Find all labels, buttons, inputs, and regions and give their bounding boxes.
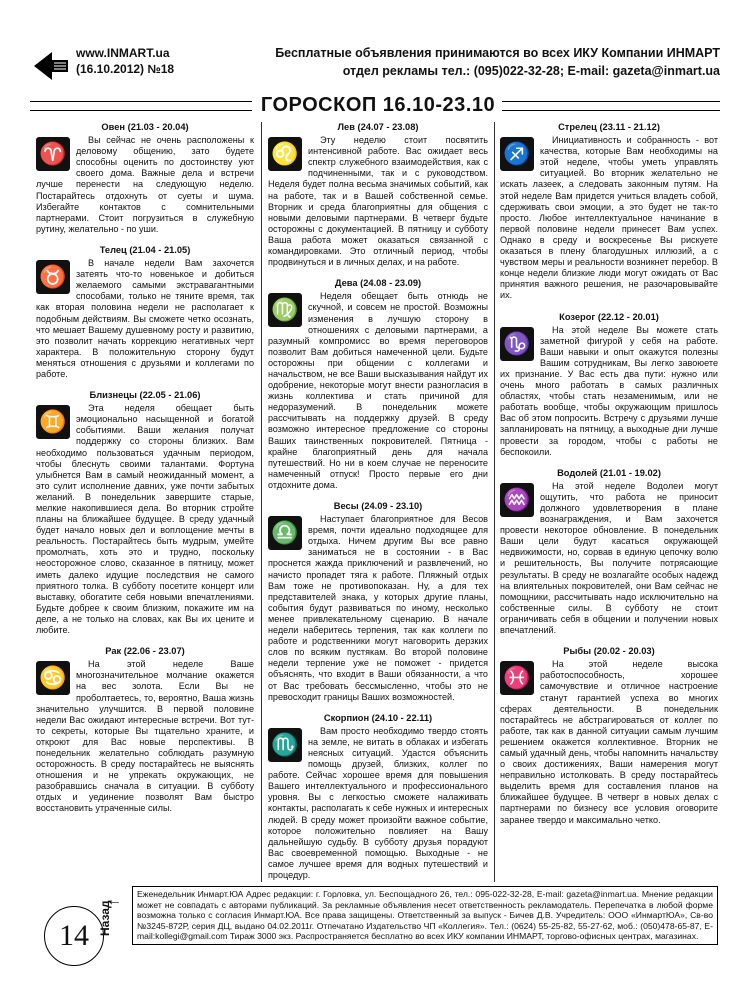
sign-text: На этой неделе высока работоспособность, хорошее самочувствие и отличное настроение станут гарантией успеха во многих сферах деятельности. В понедельник постарайтесь не абстрагироваться от коллег по работе, так как в данной ситуации самым лучшим решением окажется коллективное. Вторник не самый удачный день, чтобы напомнить начальству о своих достижениях, Ваши намерения могут неправильно истолковать. В среду постарайтесь выделить время для составления планов на ближайшее будущее. В четверг в новых делах с партнерами по бизнесу все условия оговорите заранее твердо и максимально четко.	[500, 659, 718, 825]
sign-virgo	[268, 278, 488, 491]
imprint-text: Еженедельник Инмарт.ЮА Адрес редакции: г. Горловка, ул. Беспощадного 26, тел.: 095-022-32-28, E-mail: gazeta@inmart.ua. Мнение редакции может не совпадать с авторами публикаций. За рекламные объявления несет ответственность рекламодатель. Перепечатка в любой форме возможна только с согласия Инмарт.ЮА. Все права защищены. Ответственный за выпуск - Бичев Д.В. Учредитель: ООО «ИнмартЮА», Св-во №3245-872Р, серия ДЦ, выдано 04.02.2011г. Отпечатано Издательство ЧП «Коллегия». Тел.: (0624) 55-25-82, 55-27-62, моб.: (050)478-65-87, E-mail:kollegi@gmail.com Тираж 3000 экз. Распространяется бесплатно во всех ИКУ компании ИНМАРТ, торгово-офисных центрах, магазинах.	[132, 886, 718, 945]
sign-scorpio	[268, 713, 488, 881]
sign-cancer	[36, 646, 254, 814]
page-number: 14	[44, 906, 104, 966]
title-rule-right	[502, 101, 720, 111]
back-link[interactable]: Назад	[98, 900, 112, 936]
sign-text: Инициативность и собранность - вот качества, которые Вам необходимы на этой неделе, чтобы уметь управлять ситуацией. Во вторник желательно не искать лазеек, а следовать законным путям. На этой неделе Вам придется учиться владеть собой, сдерживать свои эмоции, а это будет не так-то просто. Любое интеллектуальное начинание в первой половине недели принесет Вам успех. Однако в среду и воскресенье Вы рискуете оказаться в плену благодушных иллюзий, а с чувством меры и реальности возникнет перебор. В конце недели близкие люди могут ожидать от Вас принятия важного решения, не разочаровывайте их.	[500, 135, 718, 301]
sign-libra	[268, 501, 488, 703]
scales-icon: ♎	[268, 516, 302, 550]
sign-title: Весы (24.09 - 23.10)	[333, 501, 423, 511]
lion-icon: ♌	[268, 137, 302, 171]
sign-text: Вам просто необходимо твердо стоять на земле, не витать в облаках и избегать неясных ситуаций. Удастся объяснить помощь друзей, близких, коллег по работе. Сейчас хорошее время для повышения Вашего интеллектуального и профессионального уровня. Вы с легкостью сможете налаживать контакты, располагать к себе нужных и интересных людей. В среду может произойти важное событие, которое положительно повлияет на Вашу дальнейшую судьбу. В субботу друзья порадуют Вас своевременной помощью. Выходные - не самое лучшее время для водных путешествий и процедур.	[268, 725, 488, 880]
archer-icon: ♐	[500, 137, 534, 171]
header-tagline: Бесплатные объявления принимаются во всех ИКУ Компании ИНМАРТ	[275, 46, 720, 60]
arrow-left-icon	[30, 46, 70, 86]
sign-sagittarius	[500, 122, 718, 302]
sign-text: Эта неделя обещает быть эмоционально насыщенной и богатой событиями. Ваши желания получат поддержку со стороны близких. Вам необходимо пользоваться удачным периодом, чтобы блеснуть своими талантами. Фортуна улыбнется Вам в самый неожиданный момент, а это сулит исполнение давних, уже почти забытых желаний. В понедельник завершите старые, мелкие накопившиеся дела. Во вторник стройте планы на ближайшее будущее. В среду удачный будет начало новых дел и воплощение мечты в реальность. Постарайтесь быть мудрым, умейте промолчать, хоть это и трудно, поскольку неосторожное слово, сказанное в пятницу, может иметь далеко идущие последствия не самого приятного толка. В субботу посетите концерт или выставку, обогатите себя новыми впечатлениями. Будьте добрее к своим близким, покажите им на деле, а не только на словах, как Вы их цените и любите.	[36, 403, 254, 636]
sign-text: Вы сейчас не очень расположены к деловому общению, зато будете способны оценить по достоинству уют своего дома. Важные дела и встречи лучше перенести на следующую неделю. Постарайтесь отдохнуть от суеты и шума. Избегайте контактов с сомнительными партнерами. Стоит погрузиться в служебную рутину, желательно - по уши.	[36, 135, 254, 234]
site-url[interactable]: www.INMART.ua	[76, 46, 170, 60]
crab-icon: ♋	[36, 661, 70, 695]
sign-title: Водолей (21.01 - 19.02)	[557, 467, 661, 478]
sign-capricorn	[500, 312, 718, 458]
column-divider	[261, 122, 262, 882]
sign-text: Неделя обещает быть отнюдь не скучной, и совсем не простой. Возможны изменения в лучшую сторону в отношениях с деловыми партнерами, а разумный компромисс во время переговоров позволит Вам добиться намеченной цели. Будьте осторожны при общении с коллегами и начальством, не все Ваши высказывания найдут их одобрение, некоторые могут внести разногласия в жизнь коллектива и стать причиной для недоразумений. В понедельник можете рассчитывать на поддержку друзей. В среду возможно интересное предложение со стороны Ваших таинственных покровителей. Пятница - крайне благоприятный день для начала путешествий. Но ни в коем случае не переносите намеченный отпуск! Просто первые его дни отдохните дома.	[268, 291, 488, 490]
sign-pisces	[500, 646, 718, 826]
fish-icon: ♓	[500, 661, 534, 695]
virgo-icon: ♍	[268, 293, 302, 327]
sign-title: Скорпион (24.10 - 22.11)	[323, 712, 433, 723]
sign-aquarius	[500, 468, 718, 636]
water-icon: ♒	[500, 483, 534, 517]
page-footer	[36, 886, 720, 986]
ram-icon: ♈	[36, 137, 70, 171]
sign-title: Овен (21.03 - 20.04)	[101, 122, 189, 132]
sign-leo	[268, 122, 488, 268]
sign-taurus	[36, 245, 254, 380]
sign-title: Телец (21.04 - 21.05)	[99, 244, 191, 255]
sign-title: Стрелец (23.11 - 21.12)	[558, 122, 660, 132]
sign-text: Эту неделю стоит посвятить интенсивной работе. Вас ожидает весь спектр служебного взаимодействия, как с подчиненными, так и с руководством. Неделя будет полна весьма значимых событий, как на работе, так и в Вашей собственной семье. Вторник и среда благоприятны для общения с новыми деловыми партнерами. В четверг будьте осторожны с документацией. В пятницу и субботу Ваша работа может оказаться связанной с командировками. Это отличный период, чтобы продвинуться и в личных делах, и на работе.	[268, 135, 488, 268]
back-navigation[interactable]	[36, 886, 120, 986]
sign-text: На этой неделе Ваше многозначительное молчание окажется на вес золота. Если Вы не проболтаетесь, то, вероятно, Ваша жизнь значительно улучшится. В первой половине недели Вас ожидают интересные встречи. Вот тут-то секреты, которые Вы тщательно храните, и откроют для Вас новые перспективы. В понедельник желательно соблюдать разумную осторожность. В среду постарайтесь не выяснять отношения и не упрекать окружающих, не разобравшись сначала в ситуации. В субботу отдых и уединение позволят Вам быстро восстановить утраченные силы.	[36, 659, 254, 814]
sign-title: Рак (22.06 - 23.07)	[105, 646, 185, 657]
goat-icon: ♑	[500, 327, 534, 361]
sign-title: Близнецы (22.05 - 21.06)	[89, 390, 201, 401]
sign-text: Наступает благоприятное для Весов время, почти идеально подходящее для отдыха. Ничем другим Вы все равно заниматься не в состоянии - в Вас проснется жажда приключений и развлечений, но начисто пропадет тяга к работе. Пляжный отдых Вам тоже не противопоказан. Ну, а для тех представителей знака, у которых другие планы, события будут развиваться по иному, несколько менее привлекательному сценарию. В начале недели наберитесь терпения, так как коллеги по работе и родственники могут наговорить дерзких слов по всяким пустякам. Во второй половине недели терпение уже не поможет - придется объяснять, что входит в Ваши обязанности, а что от Вас требовать бессмысленно, чтобы это не превосходит границы Ваших возможностей.	[268, 514, 488, 702]
column-3	[500, 122, 718, 882]
sign-aries	[36, 122, 254, 235]
sign-gemini	[36, 390, 254, 636]
sign-text: В начале недели Вам захочется затеять что-то новенькое и добиться желаемого самыми экстравагантными способами, только не тяните время, так как вторая половина недели не располагает к подобным действиям. Вы сможете четко осознать, что мешает Вашему душевному росту и развитию, это позволит начать коррекцию негативных черт характера. В положительную сторону будут меняться отношения с друзьями и коллегами по работе.	[36, 258, 254, 379]
column-1	[36, 122, 254, 882]
column-2	[268, 122, 488, 882]
sign-title: Дева (24.08 - 23.09)	[334, 278, 422, 289]
page-title: ГОРОСКОП 16.10-23.10	[260, 94, 496, 116]
sign-title: Лев (24.07 - 23.08)	[337, 122, 419, 132]
issue-date: (16.10.2012) №18	[76, 62, 175, 76]
twins-icon: ♊	[36, 405, 70, 439]
title-rule-left	[30, 101, 252, 111]
sign-text: На этой неделе Водолеи могут ощутить, что работа не приносит должного удовлетворения в плане вознаграждения, и Вам захочется провести некоторое обновление. В понедельник Ваши цели будут касаться окружающей недвижимости, но, сорвав в единую цепочку волю и решительность, Вы получите потрясающие результаты. В среду не возлагайте особых надежд на влиятельных покровителей, они Вам сейчас не помощники, рассчитывать надо исключительно на собственные силы. В субботу не стоит ограничивать себя в общении и получении новых впечатлений.	[500, 480, 718, 636]
bull-icon: ♉	[36, 260, 70, 294]
sign-text: На этой неделе Вы можете стать заметной фигурой у себя на работе. Ваши навыки и опыт окажутся полезны Вашим сотрудникам, Вы легко завоюете их признание. У Вас есть два пути: нужно или очень много работать в самых различных областях, чтобы стать незаменимым, или не работать вообще, чтобы окружающим пришлось Вас об этом попросить. Встречу с друзьями лучше запланировать на пятницу, а выходные дни лучше провести за городом, чтобы с работы не беспокоили.	[500, 324, 718, 457]
sign-title: Рыбы (20.02 - 20.03)	[563, 646, 655, 657]
sign-title: Козерог (22.12 - 20.01)	[559, 311, 659, 322]
page-header	[30, 42, 720, 94]
page-title-bar	[30, 96, 720, 118]
back-arrow-icon: ←	[106, 892, 122, 909]
column-divider	[494, 122, 495, 882]
scorpion-icon: ♏	[268, 728, 302, 762]
header-contacts: отдел рекламы тел.: (095)022-32-28; E-mail: gazeta@inmart.ua	[342, 64, 720, 78]
